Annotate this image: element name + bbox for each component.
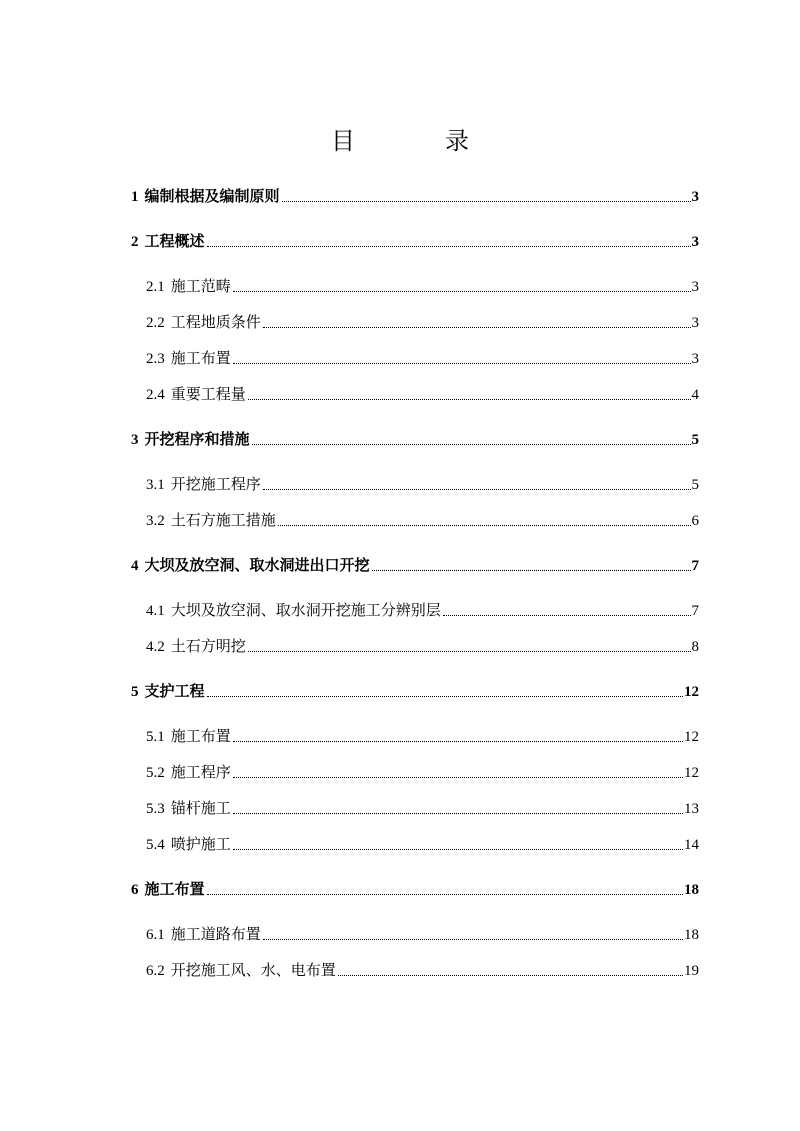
- toc-entry-number: 5.2: [146, 765, 165, 781]
- toc-entry-6-2[interactable]: [146, 957, 699, 981]
- toc-entry-page: 8: [691, 639, 699, 655]
- toc-leader-dots: [233, 741, 683, 742]
- toc-entry-title: 锚杆施工: [170, 801, 231, 817]
- toc-leader-dots: [233, 849, 683, 850]
- toc-entry-page: 3: [691, 189, 699, 205]
- toc-leader-dots: [282, 201, 691, 202]
- toc-entry-title: 大坝及放空洞、取水洞进出口开挖: [144, 558, 370, 574]
- toc-entry-3-2[interactable]: [146, 507, 699, 531]
- toc-entry-title: 施工范畴: [170, 279, 231, 295]
- toc-entry-title: 支护工程: [144, 684, 205, 700]
- toc-entry-page: 18: [684, 882, 699, 898]
- toc-leader-dots: [207, 246, 691, 247]
- toc-entry-number: 3.2: [146, 513, 165, 529]
- toc-entry-number: 5.4: [146, 837, 165, 853]
- toc-entry-title: 编制根据及编制原则: [144, 189, 280, 205]
- toc-leader-dots: [372, 570, 691, 571]
- toc-leader-dots: [443, 615, 691, 616]
- toc-leader-dots: [233, 813, 683, 814]
- toc-entry-number: 4.2: [146, 639, 165, 655]
- toc-entry-page: 13: [684, 801, 699, 817]
- toc-entry-6[interactable]: [131, 876, 699, 900]
- toc-entry-number: 4.1: [146, 603, 165, 619]
- toc-entry-number: 2.2: [146, 315, 165, 331]
- toc-leader-dots: [248, 651, 691, 652]
- toc-entry-title: 工程概述: [144, 234, 205, 250]
- toc-entry-page: 6: [691, 513, 699, 529]
- toc-leader-dots: [233, 363, 691, 364]
- toc-entry-page: 12: [684, 729, 699, 745]
- toc-entry-5-4[interactable]: [146, 831, 699, 855]
- toc-leader-dots: [278, 525, 691, 526]
- toc-leader-dots: [263, 327, 691, 328]
- toc-entry-number: 3.1: [146, 477, 165, 493]
- toc-entry-title: 开挖程序和措施: [144, 432, 250, 448]
- toc-entry-number: 1: [131, 189, 139, 205]
- toc-leader-dots: [248, 399, 691, 400]
- toc-entry-page: 12: [684, 684, 699, 700]
- toc-entry-number: 6: [131, 882, 139, 898]
- toc-leader-dots: [252, 444, 691, 445]
- toc-entry-number: 5.1: [146, 729, 165, 745]
- toc-entry-page: 12: [684, 765, 699, 781]
- toc-entry-number: 4: [131, 558, 139, 574]
- toc-entry-5[interactable]: [131, 678, 699, 702]
- toc-entry-number: 6.2: [146, 963, 165, 979]
- toc-leader-dots: [233, 291, 691, 292]
- toc-leader-dots: [207, 696, 683, 697]
- toc-entry-title: 工程地质条件: [170, 315, 261, 331]
- toc-entry-2-3[interactable]: [146, 345, 699, 369]
- toc-entry-number: 5.3: [146, 801, 165, 817]
- toc-entry-5-1[interactable]: [146, 723, 699, 747]
- toc-entry-3[interactable]: [131, 426, 699, 450]
- toc-entry-title: 开挖施工程序: [170, 477, 261, 493]
- toc-entry-title: 施工布置: [170, 351, 231, 367]
- toc-entry-1[interactable]: [131, 183, 699, 207]
- toc-entry-page: 14: [684, 837, 699, 853]
- toc-entry-page: 5: [691, 477, 699, 493]
- toc-entry-2[interactable]: [131, 228, 699, 252]
- toc-entry-page: 3: [691, 351, 699, 367]
- toc-leader-dots: [233, 777, 683, 778]
- toc-entry-2-2[interactable]: [146, 309, 699, 333]
- toc-entry-title: 施工程序: [170, 765, 231, 781]
- toc-entry-2-4[interactable]: [146, 381, 699, 405]
- toc-entry-number: 2: [131, 234, 139, 250]
- toc-entry-title: 大坝及放空洞、取水洞开挖施工分辨别层: [170, 603, 441, 619]
- toc-entry-4-1[interactable]: [146, 597, 699, 621]
- toc-entry-page: 3: [691, 315, 699, 331]
- toc-entry-6-1[interactable]: [146, 921, 699, 945]
- toc-entry-number: 5: [131, 684, 139, 700]
- toc-entry-5-2[interactable]: [146, 759, 699, 783]
- toc-leader-dots: [263, 939, 683, 940]
- toc-entry-page: 3: [691, 279, 699, 295]
- toc-leader-dots: [338, 975, 683, 976]
- toc-entry-5-3[interactable]: [146, 795, 699, 819]
- toc-entry-title: 施工布置: [170, 729, 231, 745]
- toc-entry-title: 施工布置: [144, 882, 205, 898]
- page-title: 目 录: [331, 129, 511, 155]
- toc-leader-dots: [207, 894, 683, 895]
- toc-entry-page: 3: [691, 234, 699, 250]
- toc-entry-title: 开挖施工风、水、电布置: [170, 963, 336, 979]
- toc-entry-title: 施工道路布置: [170, 927, 261, 943]
- toc-entry-page: 4: [691, 387, 699, 403]
- toc-entry-3-1[interactable]: [146, 471, 699, 495]
- toc-leader-dots: [263, 489, 691, 490]
- toc-entry-page: 7: [691, 603, 699, 619]
- toc-entry-number: 2.4: [146, 387, 165, 403]
- toc-entry-page: 19: [684, 963, 699, 979]
- toc-entry-title: 喷护施工: [170, 837, 231, 853]
- toc-entry-number: 2.3: [146, 351, 165, 367]
- toc-entry-title: 土石方明挖: [170, 639, 246, 655]
- toc-entry-4[interactable]: [131, 552, 699, 576]
- toc-entry-4-2[interactable]: [146, 633, 699, 657]
- toc-entry-number: 6.1: [146, 927, 165, 943]
- toc-entry-number: 2.1: [146, 279, 165, 295]
- toc-entry-title: 重要工程量: [170, 387, 246, 403]
- toc-entry-page: 18: [684, 927, 699, 943]
- toc-entry-number: 3: [131, 432, 139, 448]
- toc-entry-2-1[interactable]: [146, 273, 699, 297]
- toc-entry-title: 土石方施工措施: [170, 513, 276, 529]
- toc-entry-page: 5: [691, 432, 699, 448]
- toc-entry-page: 7: [691, 558, 699, 574]
